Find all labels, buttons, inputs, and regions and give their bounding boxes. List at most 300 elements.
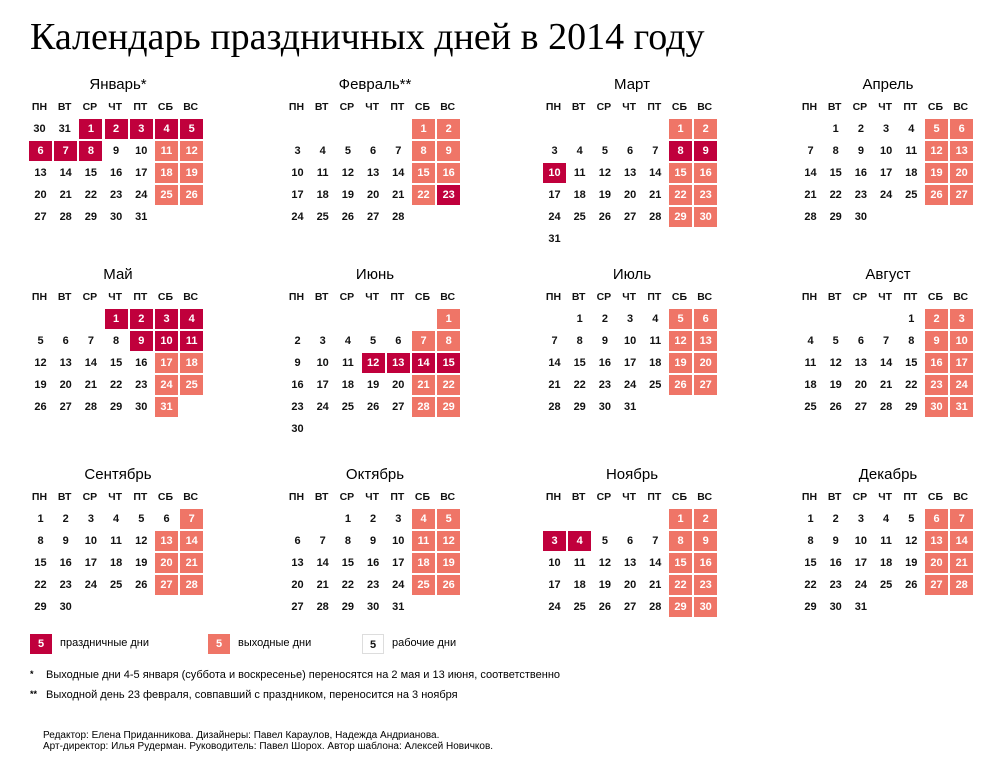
weekend-day-cell: 25 [180,375,203,395]
holiday-day-cell: 1 [79,119,102,139]
weekend-day-cell: 5 [669,309,692,329]
day-cell: 1 [807,513,814,525]
weekend-day-cell: 25 [412,575,435,595]
day-cell: 2 [370,513,377,525]
weekday-header: ПН [545,291,562,303]
legend-weekend-label: выходные дни [238,637,312,649]
weekday-header: ПН [288,291,305,303]
day-cell: 1 [908,313,915,325]
day-cell: 25 [573,211,586,223]
day-cell: 11 [110,535,122,547]
day-cell: 22 [573,379,586,391]
weekend-day-cell: 18 [412,553,435,573]
weekday-header: ПТ [390,101,405,113]
day-cell: 7 [652,535,659,547]
day-cell: 7 [807,145,814,157]
day-cell: 30 [135,401,148,413]
day-cell: 8 [576,335,583,347]
day-cell: 21 [649,579,662,591]
day-cell: 28 [59,211,72,223]
weekend-day-cell: 28 [412,397,435,417]
weekend-day-cell: 9 [694,531,717,551]
day-cell: 18 [879,557,893,569]
day-cell: 26 [598,211,612,223]
weekday-header: СР [82,491,98,503]
day-cell: 18 [109,557,123,569]
day-cell: 17 [291,189,304,201]
day-cell: 11 [316,167,329,179]
weekday-header: СР [339,291,355,303]
day-cell: 15 [84,167,98,179]
weekday-header: ПТ [390,491,405,503]
month-name: Май [103,266,133,283]
day-cell: 10 [548,557,561,569]
weekend-day-cell: 19 [925,163,948,183]
day-cell: 4 [319,145,326,157]
weekday-header: ВТ [571,101,586,113]
weekday-header: СБ [671,291,688,303]
footnote-2 [30,689,458,701]
weekday-header: ЧТ [878,291,892,303]
weekend-day-cell: 18 [180,353,203,373]
day-cell: 9 [294,357,301,369]
day-cell: 18 [316,189,329,201]
weekday-header: ВС [440,101,456,113]
day-cell: 20 [34,189,47,201]
day-cell: 10 [84,535,98,547]
day-cell: 5 [370,335,377,347]
weekday-header: ПН [31,101,48,113]
day-cell: 6 [370,145,377,157]
holiday-day-cell: 11 [180,331,203,351]
day-cell: 14 [84,357,98,369]
weekend-day-cell: 9 [925,331,948,351]
day-cell: 15 [573,357,586,369]
holiday-day-cell: 10 [543,163,566,183]
weekday-header: СР [339,491,355,503]
footnote-text: Выходной день 23 февраля, совпавший с праздником, переносится на 3 ноября [46,689,458,701]
holiday-day-cell: 4 [568,531,591,551]
day-cell: 11 [905,145,918,157]
weekend-day-cell: 12 [437,531,460,551]
weekend-day-cell: 18 [155,163,178,183]
day-cell: 9 [601,335,608,347]
holiday-day-cell: 7 [54,141,77,161]
weekday-header: ВТ [827,491,842,503]
day-cell: 2 [601,313,608,325]
day-cell: 28 [804,211,817,223]
day-cell: 24 [316,401,329,413]
day-cell: 16 [366,557,380,569]
day-cell: 22 [829,189,842,201]
day-cell: 3 [319,335,326,347]
weekend-day-cell: 11 [412,531,435,551]
day-cell: 25 [573,601,586,613]
day-cell: 7 [551,335,558,347]
weekend-day-cell: 8 [669,531,692,551]
weekday-header: СБ [414,491,431,503]
day-cell: 29 [829,211,842,223]
day-cell: 14 [649,167,662,179]
day-cell: 21 [804,189,817,201]
weekend-day-cell: 23 [694,185,717,205]
holiday-day-cell: 3 [130,119,153,139]
day-cell: 17 [84,557,98,569]
day-cell: 8 [832,145,839,157]
weekend-day-cell: 31 [155,397,178,417]
day-cell: 21 [84,379,98,391]
day-cell: 4 [652,313,659,325]
weekend-day-cell: 7 [950,509,973,529]
day-cell: 17 [854,557,868,569]
weekend-day-cell: 27 [925,575,948,595]
day-cell: 23 [109,189,123,201]
day-cell: 25 [316,211,329,223]
day-cell: 12 [829,357,842,369]
weekday-header: ЧТ [622,491,636,503]
day-cell: 17 [548,189,561,201]
day-cell: 14 [316,557,329,569]
weekend-day-cell: 24 [950,375,973,395]
weekend-day-cell: 20 [950,163,973,183]
day-cell: 30 [59,601,72,613]
day-cell: 30 [366,601,380,613]
day-cell: 2 [294,335,301,347]
weekend-day-cell: 25 [155,185,178,205]
month-name: Ноябрь [605,466,659,483]
legend [30,634,730,656]
weekday-header: ЧТ [622,291,636,303]
weekday-header: СР [596,291,612,303]
weekend-day-cell: 1 [412,119,435,139]
weekday-header: ПН [801,291,818,303]
day-cell: 8 [344,535,351,547]
weekend-day-cell: 1 [669,509,692,529]
weekday-header: ЧТ [365,101,379,113]
day-cell: 14 [59,167,72,179]
day-cell: 27 [623,601,637,613]
day-cell: 6 [62,335,69,347]
day-cell: 11 [880,535,892,547]
day-cell: 20 [291,579,304,591]
day-cell: 25 [649,379,662,391]
day-cell: 8 [908,335,915,347]
weekday-header: ВТ [314,491,329,503]
weekday-header: ВС [697,491,713,503]
day-cell: 11 [573,167,586,179]
day-cell: 6 [627,145,634,157]
holiday-day-cell: 2 [105,119,128,139]
day-cell: 1 [37,513,44,525]
day-cell: 14 [804,167,817,179]
day-cell: 17 [879,167,893,179]
weekend-day-cell: 20 [155,553,178,573]
weekday-header: СБ [157,491,174,503]
day-cell: 30 [854,211,868,223]
day-cell: 26 [341,211,355,223]
weekday-header: ВС [183,101,199,113]
weekend-day-cell: 30 [925,397,948,417]
day-cell: 5 [832,335,839,347]
holiday-day-cell: 14 [412,353,435,373]
weekday-header: ПН [545,491,562,503]
day-cell: 7 [652,145,659,157]
day-cell: 14 [548,357,561,369]
day-cell: 28 [649,601,662,613]
weekend-day-cell: 29 [669,207,692,227]
day-cell: 22 [109,379,123,391]
day-cell: 27 [854,401,868,413]
weekday-header: СБ [671,491,688,503]
weekday-header: СР [596,491,612,503]
day-cell: 30 [829,601,842,613]
workday-swatch: 5 [362,634,384,654]
weekend-day-cell: 1 [437,309,460,329]
day-cell: 7 [319,535,326,547]
day-cell: 5 [601,535,608,547]
footnote-mark: ** [30,689,38,699]
day-cell: 31 [392,601,405,613]
day-cell: 13 [291,557,304,569]
weekend-day-cell: 12 [180,141,203,161]
weekday-header: ВС [953,291,969,303]
day-cell: 28 [84,401,98,413]
day-cell: 19 [34,379,47,391]
day-cell: 29 [109,401,123,413]
day-cell: 23 [854,189,868,201]
day-cell: 14 [879,357,893,369]
day-cell: 4 [576,145,583,157]
day-cell: 9 [857,145,864,157]
holiday-day-cell: 4 [180,309,203,329]
day-cell: 26 [366,401,380,413]
weekday-header: ВС [953,491,969,503]
footnote-1 [30,669,560,681]
legend-holiday-label: праздничные дни [60,637,150,649]
day-cell: 19 [829,379,842,391]
weekday-header: ВС [183,291,199,303]
weekday-header: ВС [183,491,199,503]
weekend-day-cell: 20 [925,553,948,573]
day-cell: 24 [623,379,637,391]
weekend-day-cell: 12 [669,331,692,351]
weekday-header: ЧТ [365,291,379,303]
weekend-day-cell: 6 [925,509,948,529]
weekend-day-cell: 14 [950,531,973,551]
day-cell: 25 [804,401,817,413]
credits-line-1: Редактор: Елена Приданникова. Дизайнеры: Павел Караулов, Надежда Андрианова. [43,730,440,741]
weekday-header: ВТ [314,291,329,303]
month-name: Июнь [355,266,395,283]
day-cell: 10 [316,357,329,369]
day-cell: 30 [33,123,46,135]
weekend-day-cell: 17 [155,353,178,373]
holiday-day-cell: 4 [155,119,178,139]
day-cell: 28 [548,401,561,413]
weekday-header: СР [852,291,868,303]
weekend-day-cell: 2 [694,119,717,139]
weekend-day-cell: 15 [669,163,692,183]
day-cell: 10 [854,535,868,547]
weekday-header: ВС [440,291,456,303]
day-cell: 12 [598,557,612,569]
weekend-day-cell: 21 [180,553,203,573]
weekend-day-cell: 23 [925,375,948,395]
day-cell: 23 [59,579,72,591]
weekday-header: СБ [927,291,944,303]
weekend-day-cell: 26 [180,185,203,205]
weekday-header: ПТ [133,291,148,303]
legend-workday-label: рабочие дни [392,637,457,649]
weekend-day-cell: 7 [412,331,435,351]
holiday-day-cell: 2 [130,309,153,329]
holiday-day-cell: 8 [669,141,692,161]
day-cell: 30 [109,211,123,223]
weekend-day-cell: 4 [412,509,435,529]
day-cell: 3 [395,513,402,525]
month-name: Сентябрь [84,466,152,483]
day-cell: 18 [649,357,662,369]
day-cell: 4 [807,335,814,347]
month-name: Октябрь [345,466,405,483]
weekend-day-cell: 27 [694,375,717,395]
day-cell: 7 [883,335,890,347]
day-cell: 24 [392,579,405,591]
weekend-day-cell: 13 [950,141,973,161]
day-cell: 31 [854,601,868,613]
weekend-day-cell: 16 [694,163,717,183]
weekend-day-cell: 7 [180,509,203,529]
day-cell: 23 [598,379,612,391]
weekday-header: ПТ [133,491,148,503]
day-cell: 6 [627,535,634,547]
day-cell: 15 [905,357,918,369]
day-cell: 13 [854,357,868,369]
holiday-day-cell: 12 [362,353,385,373]
weekend-day-cell: 8 [412,141,435,161]
weekend-day-cell: 22 [437,375,460,395]
day-cell: 22 [804,579,817,591]
day-cell: 4 [908,123,915,135]
weekday-header: ПН [31,291,48,303]
day-cell: 10 [623,335,637,347]
day-cell: 8 [807,535,814,547]
day-cell: 21 [649,189,662,201]
day-cell: 28 [392,211,405,223]
day-cell: 11 [573,557,586,569]
weekend-day-cell: 19 [669,353,692,373]
day-cell: 21 [59,189,72,201]
day-cell: 27 [366,211,380,223]
day-cell: 18 [905,167,918,179]
weekday-header: ВТ [57,491,72,503]
day-cell: 22 [34,579,47,591]
weekend-day-cell: 30 [694,207,717,227]
weekend-day-cell: 22 [412,185,435,205]
day-cell: 31 [58,123,71,135]
day-cell: 24 [854,579,868,591]
weekday-header: СБ [414,291,431,303]
month-name: Апрель [862,76,914,93]
holiday-swatch: 5 [30,634,52,654]
weekend-day-cell: 2 [925,309,948,329]
day-cell: 4 [883,513,890,525]
day-cell: 1 [576,313,583,325]
weekend-day-cell: 3 [950,309,973,329]
day-cell: 20 [59,379,72,391]
day-cell: 26 [905,579,918,591]
day-cell: 13 [623,557,637,569]
weekend-day-cell: 9 [437,141,460,161]
weekend-day-cell: 22 [669,575,692,595]
holiday-day-cell: 1 [105,309,128,329]
day-cell: 24 [879,189,893,201]
day-cell: 3 [857,513,864,525]
day-cell: 17 [135,167,148,179]
day-cell: 28 [649,211,662,223]
day-cell: 20 [392,379,405,391]
day-cell: 10 [392,535,405,547]
holiday-day-cell: 6 [29,141,52,161]
weekend-day-cell: 6 [694,309,717,329]
day-cell: 26 [135,579,148,591]
weekday-header: ПТ [647,491,662,503]
day-cell: 31 [548,233,561,245]
holiday-day-cell: 23 [437,185,460,205]
day-cell: 12 [598,167,612,179]
day-cell: 6 [857,335,864,347]
holiday-day-cell: 8 [79,141,102,161]
weekday-header: ПТ [390,291,405,303]
day-cell: 2 [832,513,839,525]
day-cell: 16 [291,379,304,391]
weekday-header: ВТ [827,101,842,113]
day-cell: 1 [344,513,351,525]
day-cell: 19 [135,557,148,569]
day-cell: 15 [109,357,123,369]
weekend-day-cell: 15 [669,553,692,573]
weekday-header: ВТ [57,101,72,113]
day-cell: 17 [548,579,561,591]
weekend-day-cell: 28 [180,575,203,595]
weekday-header: СБ [927,101,944,113]
day-cell: 21 [879,379,893,391]
day-cell: 2 [857,123,864,135]
weekday-header: ВТ [827,291,842,303]
month-name: Март [614,76,650,93]
day-cell: 12 [905,535,918,547]
day-cell: 21 [548,379,561,391]
weekday-header: ЧТ [878,491,892,503]
weekend-day-cell: 11 [155,141,178,161]
day-cell: 16 [829,557,842,569]
day-cell: 5 [138,513,145,525]
weekday-header: ПН [288,491,305,503]
weekend-day-cell: 16 [925,353,948,373]
day-cell: 15 [34,557,47,569]
holiday-day-cell: 9 [130,331,153,351]
day-cell: 22 [905,379,918,391]
day-cell: 19 [341,189,355,201]
day-cell: 8 [113,335,120,347]
day-cell: 27 [291,601,304,613]
weekend-day-cell: 16 [694,553,717,573]
footnote-text: Выходные дни 4-5 января (суббота и воскресенье) переносятся на 2 мая и 13 июня, соответственно [46,669,561,681]
day-cell: 25 [879,579,893,591]
day-cell: 3 [294,145,301,157]
weekend-day-cell: 6 [950,119,973,139]
day-cell: 24 [548,211,561,223]
